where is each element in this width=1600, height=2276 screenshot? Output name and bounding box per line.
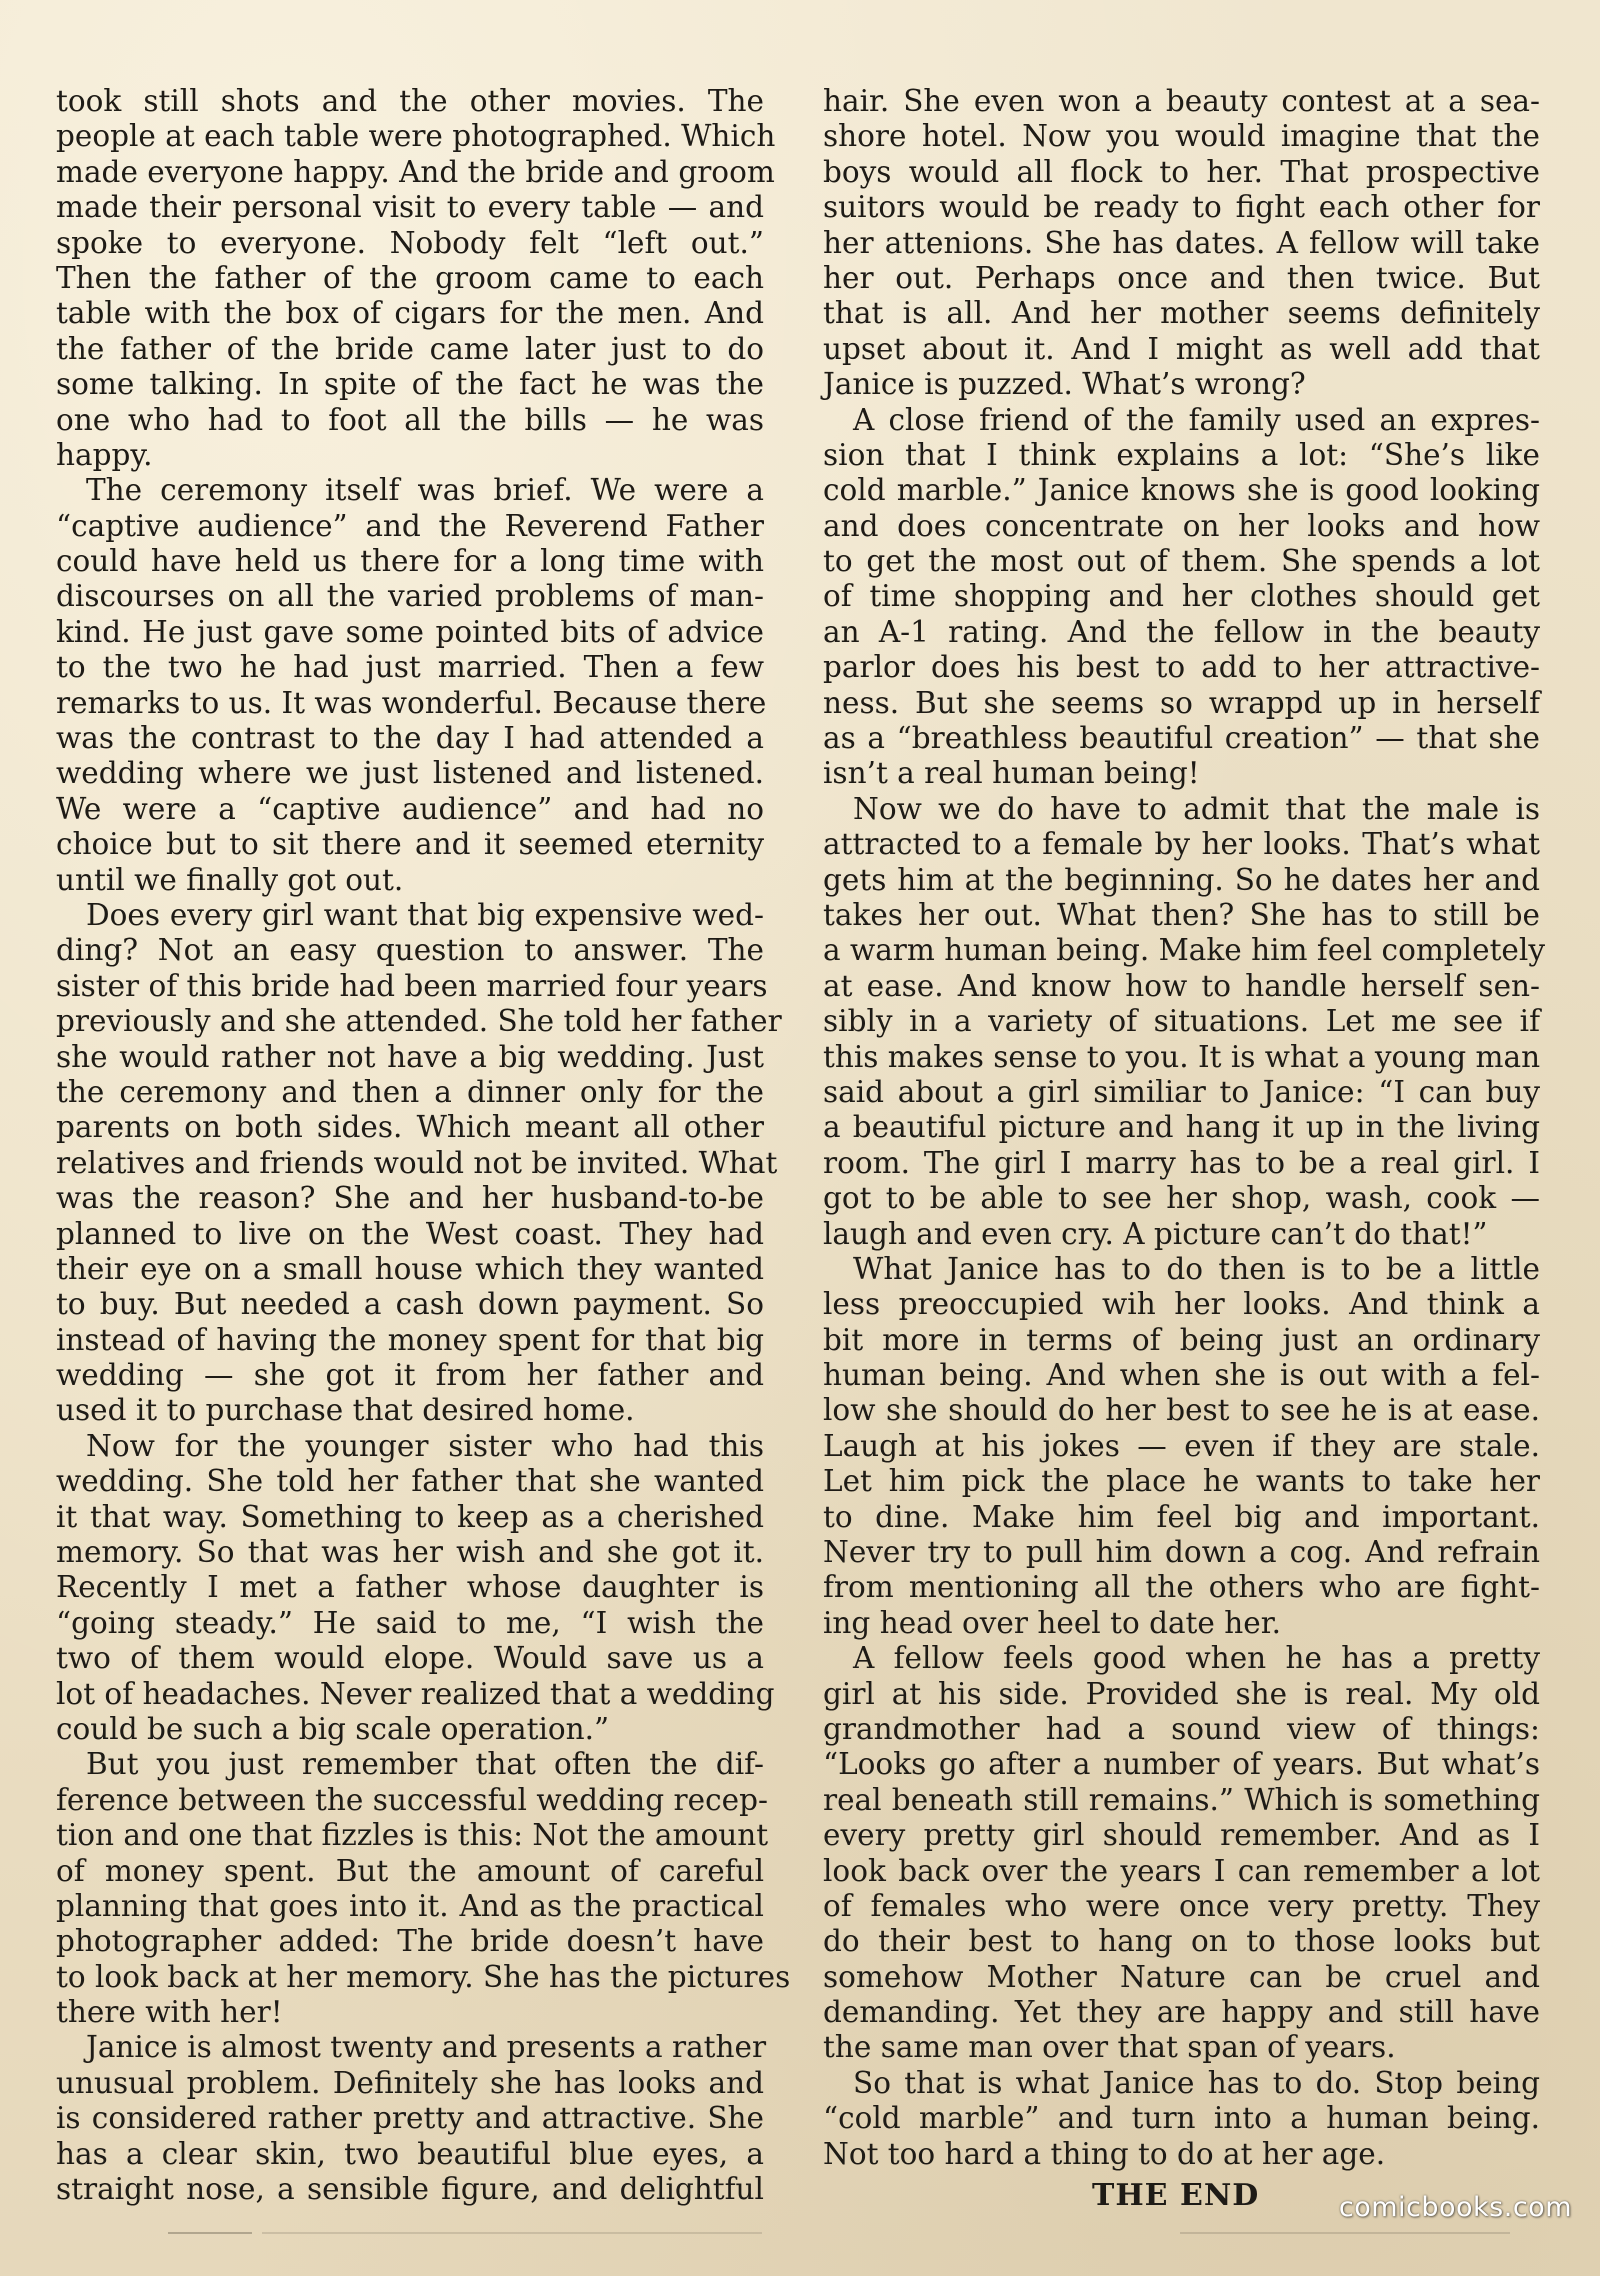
text-line: this makes sense to you. It is what a young man (823, 1039, 1541, 1074)
site-watermark: comicbooks.com (1338, 2192, 1572, 2223)
text-line: cold marble.” Janice knows she is good looking (823, 473, 1540, 508)
text-line: from mentioning all the others who are fight- (823, 1570, 1540, 1605)
text-line: gets him at the beginning. So he dates her and (823, 862, 1540, 897)
text-line: “Looks go after a number of years. But what’s (823, 1747, 1540, 1782)
text-line: the father of the bride came later just to do (56, 331, 764, 366)
text-line: got to be able to see her shop, wash, cook — (823, 1181, 1540, 1216)
text-line: bit more in terms of being just an ordinary (823, 1322, 1540, 1357)
text-line: relatives and friends would not be invited. What (56, 1145, 778, 1180)
text-line: unusual problem. Definitely she has looks and (56, 2065, 764, 2100)
text-line: room. The girl I marry has to be a real girl. I (823, 1145, 1540, 1180)
text-line: boys would all flock to her. That prospective (823, 154, 1540, 189)
text-line: Now we do have to admit that the male is (853, 791, 1540, 826)
text-line: demanding. Yet they are happy and still have (823, 1995, 1540, 2030)
text-line: memory. So that was her wish and she got it. (56, 1535, 764, 1570)
text-line: Let him pick the place he wants to take her (823, 1464, 1540, 1499)
text-line: upset about it. And I might as well add that (823, 331, 1540, 366)
text-line: kind. He just gave some pointed bits of advice (56, 614, 764, 649)
text-line: to the two he had just married. Then a few (56, 650, 764, 685)
bottom-rule-left-faint (262, 2232, 762, 2234)
text-line: was the reason? She and her husband-to-be (56, 1181, 764, 1216)
text-line: has a clear skin, two beautiful blue eyes, a (56, 2136, 764, 2171)
text-line: two of them would elope. Would save us a (56, 1641, 764, 1676)
text-line: as a “breathless beautiful creation” — that she (823, 721, 1540, 756)
text-line: grandmother had a sound view of things: (823, 1711, 1540, 1746)
text-line: Never try to pull him down a cog. And refrain (823, 1535, 1540, 1570)
text-line: laugh and even cry. A picture can’t do that!” (823, 1216, 1488, 1251)
text-line: some talking. In spite of the fact he was the (56, 367, 764, 402)
text-line: Now for the younger sister who had this (86, 1428, 764, 1463)
text-line: to get the most out of them. She spends a lot (823, 544, 1540, 579)
text-line: We were a “captive audience” and had no (56, 791, 764, 826)
text-line: until we finally got out. (56, 862, 404, 897)
text-line: their eye on a small house which they wanted (56, 1251, 764, 1286)
text-line: to dine. Make him feel big and important. (823, 1499, 1540, 1534)
text-line: girl at his side. Provided she is real. My old (823, 1676, 1540, 1711)
text-line: takes her out. What then? She has to still be (823, 897, 1540, 932)
text-line: The ceremony itself was brief. We were a (86, 473, 764, 508)
text-line: at ease. And know how to handle herself sen- (823, 968, 1540, 1003)
text-line: was the contrast to the day I had attended a (56, 721, 764, 756)
text-line: ing head over heel to date her. (823, 1605, 1281, 1640)
text-line: every pretty girl should remember. And as I (823, 1818, 1540, 1853)
text-line: wedding. She told her father that she wanted (56, 1464, 764, 1499)
text-line: could be such a big scale operation.” (56, 1711, 610, 1746)
text-line: Laugh at his jokes — even if they are stale. (823, 1428, 1540, 1463)
text-line: tion and one that fizzles is this: Not the amount (56, 1818, 769, 1853)
text-line: a warm human being. Make him feel completely (823, 933, 1545, 968)
text-line: the ceremony and then a dinner only for the (56, 1074, 764, 1109)
text-line: attracted to a female by her looks. That’s what (823, 827, 1540, 862)
text-line: of money spent. But the amount of careful (56, 1853, 764, 1888)
text-line: A close friend of the family used an expres- (853, 402, 1540, 437)
text-line: But you just remember that often the dif- (86, 1747, 764, 1782)
text-line: “captive audience” and the Reverend Father (56, 508, 764, 543)
text-line: Janice is almost twenty and presents a rather (86, 2030, 767, 2065)
text-line: Then the father of the groom came to each (56, 260, 764, 295)
text-line: isn’t a real human being! (823, 756, 1200, 791)
text-line: straight nose, a sensible figure, and delightful (56, 2172, 764, 2207)
text-line: “going steady.” He said to me, “I wish the (56, 1605, 764, 1640)
text-line: lot of headaches. Never realized that a wedding (56, 1676, 775, 1711)
text-line: photographer added: The bride doesn’t have (56, 1924, 764, 1959)
text-line: could have held us there for a long time with (56, 544, 764, 579)
text-line: to buy. But needed a cash down payment. So (56, 1287, 764, 1322)
text-line: that is all. And her mother seems definitely (823, 296, 1540, 331)
text-line: hair. She even won a beauty contest at a sea- (823, 84, 1540, 118)
text-line: it that way. Something to keep as a cherished (56, 1499, 764, 1534)
text-line: table with the box of cigars for the men. And (56, 296, 764, 331)
text-line: previously and she attended. She told her father (56, 1004, 782, 1039)
text-line: a beautiful picture and hang it up in the living (823, 1110, 1540, 1145)
text-line: she would rather not have a big wedding. Just (56, 1039, 764, 1074)
text-line: So that is what Janice has to do. Stop being (853, 2065, 1540, 2100)
text-line: Not too hard a thing to do at her age. (823, 2136, 1386, 2171)
text-line: her out. Perhaps once and then twice. But (823, 260, 1540, 295)
text-line: one who had to foot all the bills — he was (56, 402, 764, 437)
text-line: said about a girl similiar to Janice: “I can buy (823, 1074, 1540, 1109)
text-line: people at each table were photographed. Which (56, 119, 776, 154)
text-line: Does every girl want that big expensive wed- (86, 897, 764, 932)
text-line: her attenions. She has dates. A fellow will take (823, 225, 1540, 260)
text-line: sibly in a variety of situations. Let me see if (823, 1004, 1540, 1039)
text-line: Recently I met a father whose daughter is (56, 1570, 764, 1605)
text-line: parlor does his best to add to her attractive- (823, 650, 1540, 685)
text-line: of time shopping and her clothes should get (823, 579, 1540, 614)
text-line: took still shots and the other movies. The (56, 84, 764, 118)
bottom-rule-right (1180, 2232, 1510, 2234)
text-line: less preoccupied wih her looks. And think a (823, 1287, 1540, 1322)
text-line: do their best to hang on to those looks but (823, 1924, 1540, 1959)
text-line: somehow Mother Nature can be cruel and (823, 1959, 1540, 1994)
text-line: an A-1 rating. And the fellow in the beauty (823, 614, 1540, 649)
text-line: ference between the successful wedding recep- (56, 1782, 768, 1817)
bottom-rule-left (168, 2232, 252, 2234)
text-line: the same man over that span of years. (823, 2030, 1396, 2065)
text-line: ness. But she seems so wrappd up in herself (823, 685, 1540, 720)
text-line: to look back at her memory. She has the pictures (56, 1959, 791, 1994)
text-line: spoke to everyone. Nobody felt “left out.” (56, 225, 764, 260)
left-column (56, 84, 791, 2207)
right-column (823, 84, 1545, 2172)
text-line: planning that goes into it. And as the practical (56, 1888, 764, 1923)
text-line: wedding — she got it from her father and (56, 1358, 764, 1393)
text-line: shore hotel. Now you would imagine that the (823, 119, 1540, 154)
text-line: and does concentrate on her looks and how (823, 508, 1540, 543)
text-line: discourses on all the varied problems of man- (56, 579, 764, 614)
text-line: choice but to sit there and it seemed eternity (56, 827, 764, 862)
text-line: made everyone happy. And the bride and groom (56, 154, 775, 189)
text-line: low she should do her best to see he is at ease. (823, 1393, 1540, 1428)
text-line: What Janice has to do then is to be a little (853, 1251, 1540, 1286)
text-line: “cold marble” and turn into a human being. (823, 2101, 1540, 2136)
text-line: made their personal visit to every table — and (56, 190, 764, 225)
text-line: is considered rather pretty and attractive. She (56, 2101, 764, 2136)
text-line: ding? Not an easy question to answer. The (56, 933, 764, 968)
text-line: sion that I think explains a lot: “She’s like (823, 437, 1540, 472)
text-line: used it to purchase that desired home. (56, 1393, 635, 1428)
text-line: suitors would be ready to fight each other for (823, 190, 1540, 225)
text-line: happy. (56, 437, 153, 472)
text-line: human being. And when she is out with a fel- (823, 1358, 1540, 1393)
text-line: real beneath still remains.” Which is something (823, 1782, 1540, 1817)
text-line: parents on both sides. Which meant all other (56, 1110, 764, 1145)
text-line: instead of having the money spent for that big (56, 1322, 764, 1357)
text-line: sister of this bride had been married four years (56, 968, 768, 1003)
the-end-label: THE END (1092, 2178, 1260, 2213)
text-line: Janice is puzzed. What’s wrong? (823, 367, 1306, 402)
text-line: remarks to us. It was wonderful. Because there (56, 685, 767, 720)
text-line: planned to live on the West coast. They had (56, 1216, 764, 1251)
text-line: look back over the years I can remember a lot (823, 1853, 1540, 1888)
text-line: of females who were once very pretty. They (823, 1888, 1540, 1923)
text-line: there with her! (56, 1995, 283, 2030)
text-line: wedding where we just listened and listened. (56, 756, 764, 791)
text-line: A fellow feels good when he has a pretty (853, 1641, 1540, 1676)
